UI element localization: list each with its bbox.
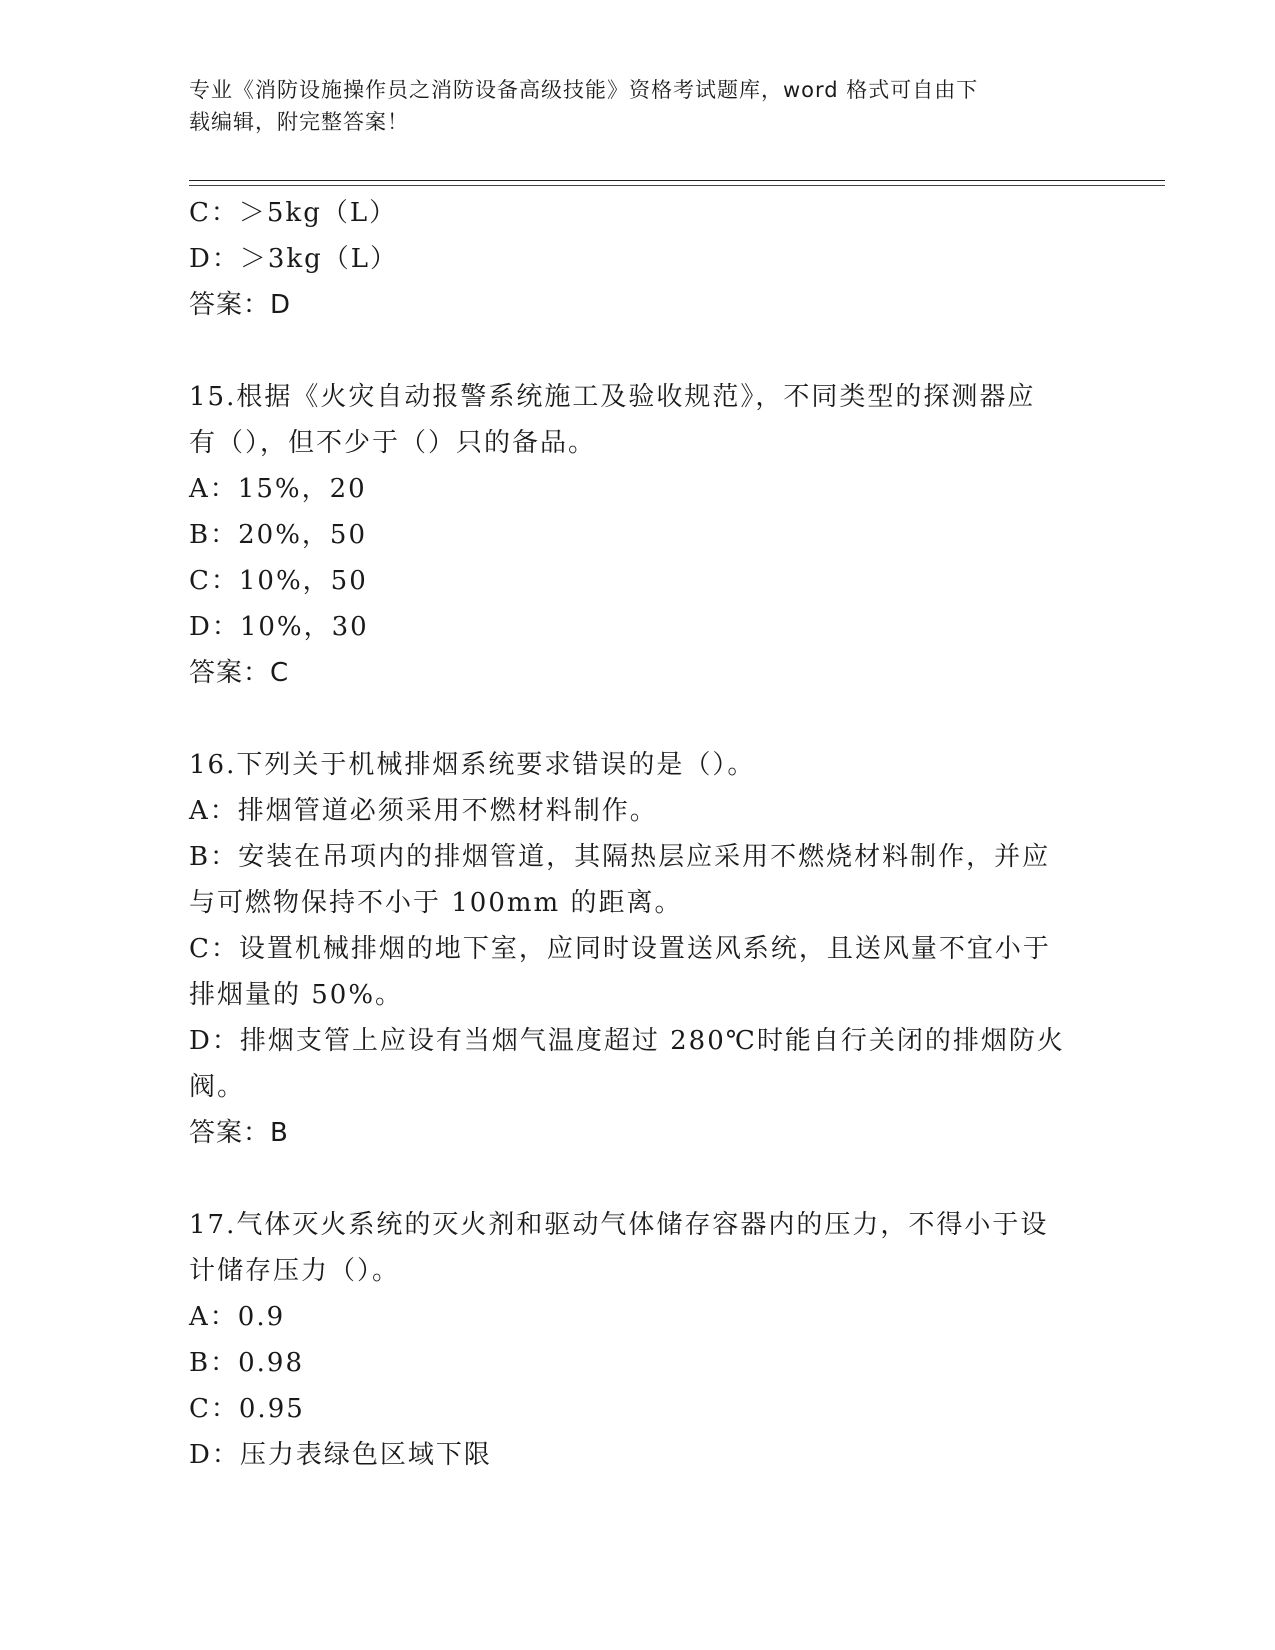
spacer xyxy=(189,328,1089,374)
header-rule-thin xyxy=(189,185,1165,186)
option-a: A：0.9 xyxy=(189,1302,286,1332)
question-17 xyxy=(189,1202,1089,1478)
question-16 xyxy=(189,742,1089,1156)
question-stem: 16.下列关于机械排烟系统要求错误的是（）。 xyxy=(189,750,756,780)
header-line-2: 载编辑，附完整答案！ xyxy=(189,110,409,134)
option-d: D：排烟支管上应设有当烟气温度超过 280℃时能自行关闭的排烟防火 xyxy=(189,1026,1065,1056)
question-stem: 15.根据《火灾自动报警系统施工及验收规范》，不同类型的探测器应 xyxy=(189,382,1036,412)
spacer xyxy=(189,1156,1089,1202)
option-d: D：压力表绿色区域下限 xyxy=(189,1440,492,1470)
previous-question-tail xyxy=(189,190,1089,328)
option-c-continued: 排烟量的 50%。 xyxy=(189,980,404,1010)
question-stem: 17.气体灭火系统的灭火剂和驱动气体储存容器内的压力，不得小于设 xyxy=(189,1210,1049,1240)
option-c: C：设置机械排烟的地下室，应同时设置送风系统，且送风量不宜小于 xyxy=(189,934,1051,964)
answer: 答案：C xyxy=(189,658,290,688)
option-d: D：10%，30 xyxy=(189,612,369,642)
option-b-continued: 与可燃物保持不小于 100mm 的距离。 xyxy=(189,888,683,918)
header-line-1: 专业《消防设施操作员之消防设备高级技能》资格考试题库，word 格式可自由下 xyxy=(189,78,979,102)
document-body xyxy=(189,190,1089,1478)
option-b: B：安装在吊项内的排烟管道，其隔热层应采用不燃烧材料制作，并应 xyxy=(189,842,1051,872)
option-a: A：15%，20 xyxy=(189,474,367,504)
page-header xyxy=(189,74,1089,138)
option-c: C：＞5kg（L） xyxy=(189,198,398,228)
option-b: B：20%，50 xyxy=(189,520,367,550)
answer: 答案：D xyxy=(189,290,292,320)
option-c: C：0.95 xyxy=(189,1394,305,1424)
option-d-continued: 阀。 xyxy=(189,1072,246,1102)
option-c: C：10%，50 xyxy=(189,566,368,596)
question-stem-continued: 有（），但不少于（）只的备品。 xyxy=(189,428,597,458)
spacer xyxy=(189,696,1089,742)
answer: 答案：B xyxy=(189,1118,289,1148)
question-stem-continued: 计储存压力（）。 xyxy=(189,1256,401,1286)
header-rule-thick xyxy=(189,180,1165,181)
option-a: A：排烟管道必须采用不燃材料制作。 xyxy=(189,796,658,826)
question-15 xyxy=(189,374,1089,696)
option-d: D：＞3kg（L） xyxy=(189,244,399,274)
option-b: B：0.98 xyxy=(189,1348,304,1378)
